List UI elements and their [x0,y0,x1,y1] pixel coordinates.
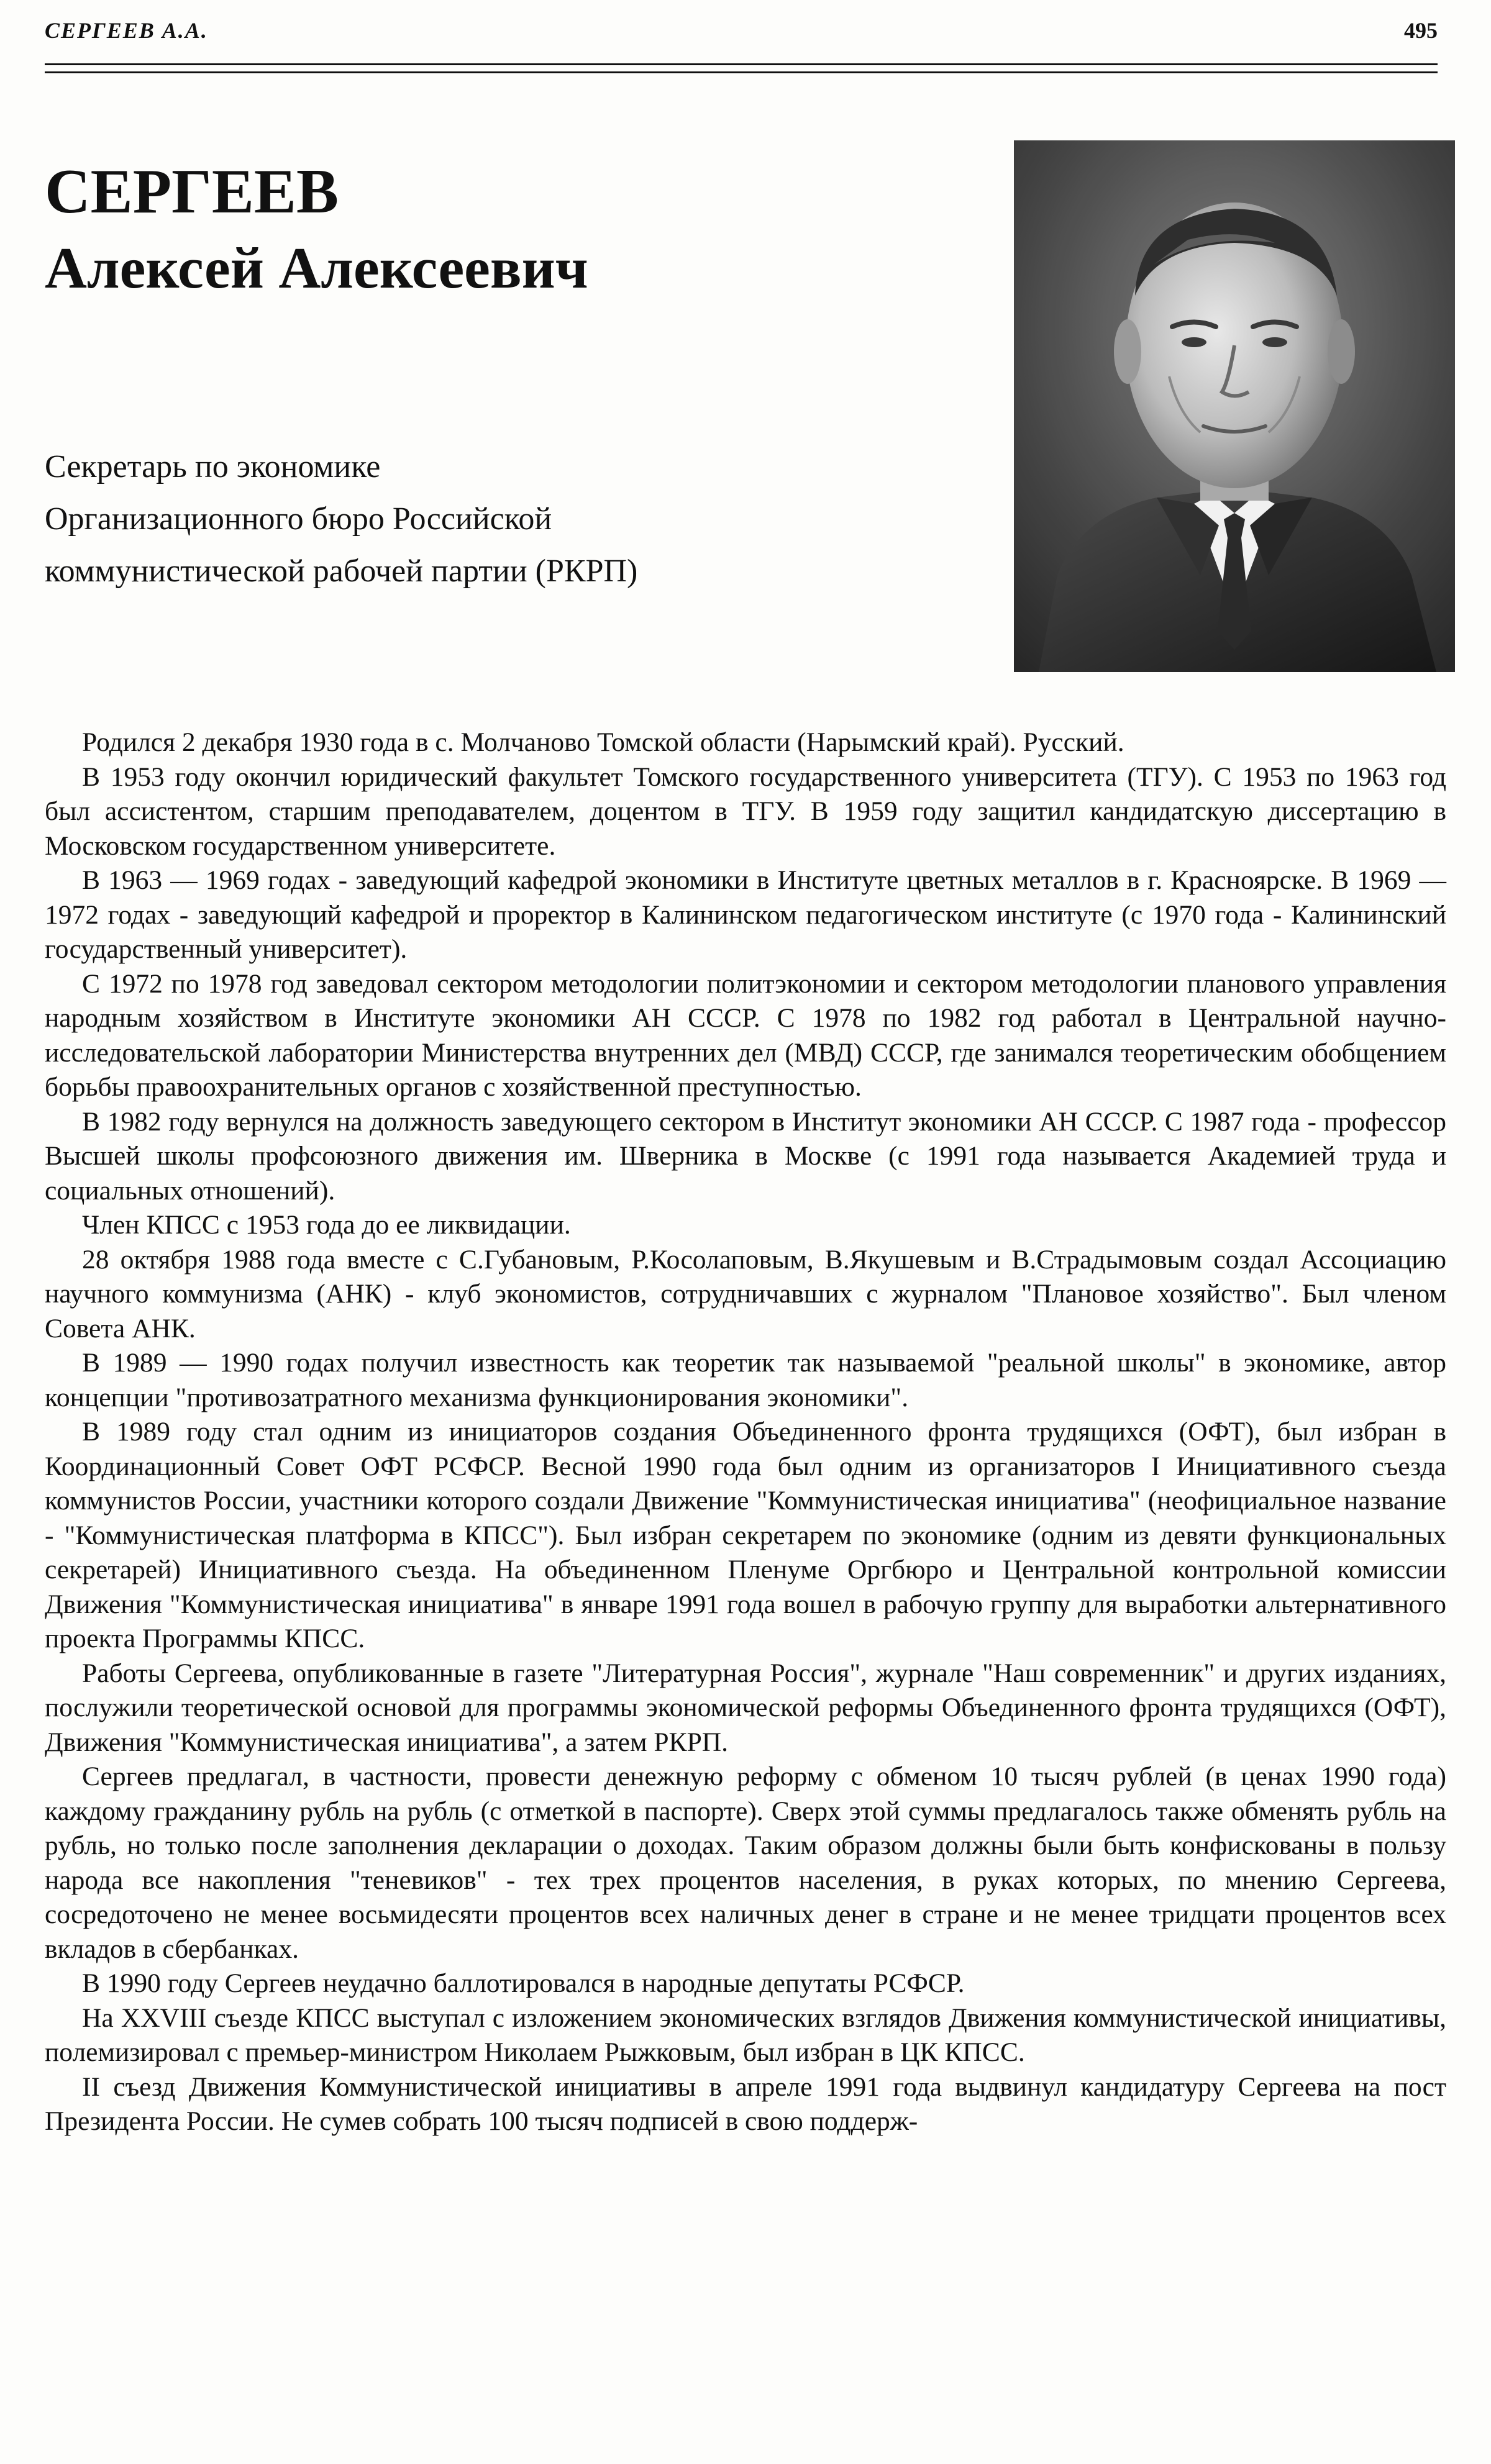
page-number: 495 [1404,18,1438,43]
biography-paragraph: В 1989 — 1990 годах получил известность как теоретик так называемой "реальной школы" в экономике, автор концепции "противозатратного механизма функционирования экономики". [45,1348,1446,1412]
biography-paragraph: В 1990 году Сергеев неудачно баллотировался в народные депутаты РСФСР. [82,1968,965,1998]
biography-paragraph: В 1989 году стал одним из инициаторов создания Объединенного фронта трудящихся (ОФТ), был избран в Координационный Совет ОФТ РСФСР. Весной 1990 года был одним из организаторов I Инициативного съезда коммунистов России, участники которого создали Движение "Коммунистическая инициатива" (неофициальное название - "Коммунистическая платформа в КПСС"). Был избран секретарем по экономике (одним из девяти функциональных секретарей) Инициативного съезда. На объединенном Пленуме Оргбюро и Центральной контрольной комиссии Движения "Коммунистическая инициатива" в январе 1991 года вошел в рабочую группу для выработки альтернативного проекта Программы КПСС. [45,1417,1446,1653]
position-line: Организационного бюро Российской [45,501,552,537]
biography-paragraph: 28 октября 1988 года вместе с С.Губановым, Р.Косолаповым, В.Якушевым и В.Страдымовым создал Ассоциацию научного коммунизма (АНК) - клуб экономистов, сотрудничавших с журналом "Плановое хозяйство". Был членом Совета АНК. [45,1244,1446,1343]
portrait-illustration [1014,140,1455,672]
biography-paragraph: С 1972 по 1978 год заведовал сектором методологии политэкономии и сектором методологии планового управления народным хозяйством в Институте экономики АН СССР. С 1978 по 1982 год работал в Центральной научно-исследовательской лаборатории Министерства внутренних дел (МВД) СССР, где занимался теоретическим обобщением борьбы правоохранительных органов с хозяйственной преступностью. [45,968,1446,1102]
biography-paragraph: Член КПСС с 1953 года до ее ликвидации. [82,1210,571,1240]
biography-paragraph: На XXVIII съезде КПСС выступал с изложением экономических взглядов Движения коммунистической инициативы, полемизировал с премьер-министром Николаем Рыжковым, был избран в ЦК КПСС. [45,2003,1446,2067]
biography-paragraph: Работы Сергеева, опубликованные в газете "Литературная Россия", журнале "Наш современник" и других изданиях, послужили теоретической основой для программы экономической реформы Объединенного фронта трудящихся (ОФТ), Движения "Коммунистическая инициатива", а затем РКРП. [45,1658,1446,1757]
biography-paragraph: II съезд Движения Коммунистической инициативы в апреле 1991 года выдвинул кандидатуру Сергеева на пост Президента России. Не сумев собрать 100 тысяч подписей в свою поддерж- [45,2071,1446,2136]
biography-paragraph: В 1982 году вернулся на должность заведующего сектором в Институт экономики АН СССР. С 1987 года - профессор Высшей школы профсоюзного движения им. Шверника в Москве (с 1991 года называется Академией труда и социальных отношений). [45,1106,1446,1206]
biography-paragraph: В 1963 — 1969 годах - заведующий кафедрой экономики в Институте цветных металлов в г. Красноярске. В 1969 — 1972 годах - заведующий кафедрой и проректор в Калининском педагогическом институте (с 1970 года - Калининский государственный университет). [45,865,1446,964]
header-double-rule [45,63,1438,73]
biography-paragraph: В 1953 году окончил юридический факультет Томского государственного университета (ТГУ). С 1953 по 1963 год был ассистентом, старшим преподавателем, доцентом в ТГУ. В 1959 году защитил кандидатскую диссертацию в Московском государственном университете. [45,761,1446,861]
person-given-names: Алексей Алексеевич [45,236,588,301]
position-title [45,441,946,598]
portrait-photo [1014,140,1455,672]
biography-paragraph: Родился 2 декабря 1930 года в с. Молчаново Томской области (Нарымский край). Русский. [82,727,1124,757]
biography-paragraph: Сергеев предлагал, в частности, провести денежную реформу с обменом 10 тысяч рублей (в ценах 1990 года) каждому гражданину рубль на рубль (с отметкой в паспорте). Сверх этой суммы предлагалось также обменять рубль на рубль, но только после заполнения декларации о доходах. Таким образом должны были быть конфискованы в пользу народа все накопления "теневиков" - тех трех процентов населения, в руках которых, по мнению Сергеева, сосредоточено не менее восьмидесяти процентов всех наличных денег в стране и не менее тридцати процентов всех вкладов в сбербанках. [45,1762,1446,1964]
person-surname: СЕРГЕЕВ [45,157,339,227]
position-line: Секретарь по экономике [45,449,381,484]
position-line: коммунистической рабочей партии (РКРП) [45,553,638,589]
biography-text [45,725,1446,2139]
running-head: СЕРГЕЕВ А.А. [45,18,208,43]
